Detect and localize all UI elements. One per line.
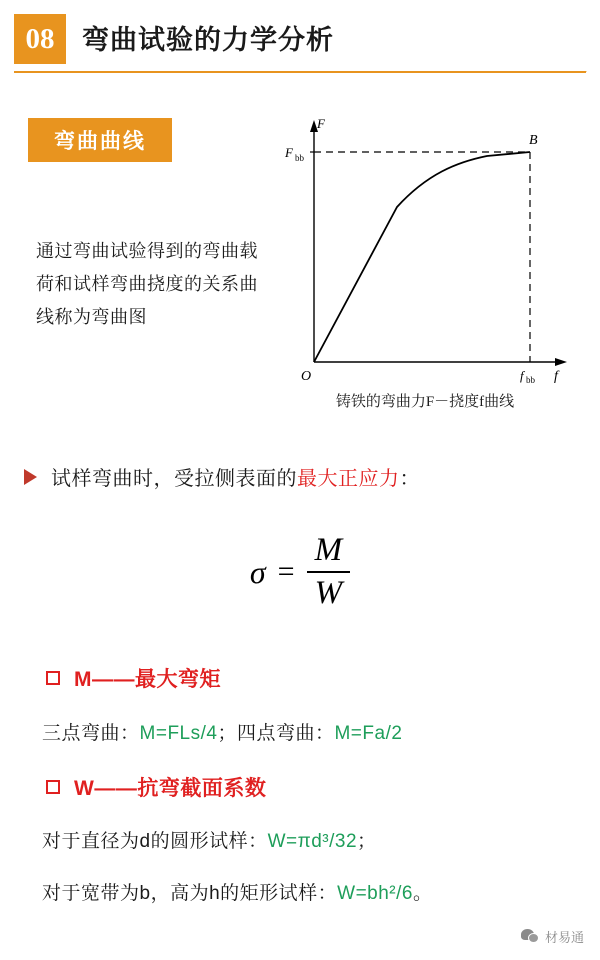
formula-symbol: σ [249, 553, 266, 590]
bending-curve-chart-icon [277, 112, 573, 387]
section-number-badge: 08 [14, 14, 66, 64]
header-divider [14, 71, 586, 73]
footer-account-name: 材易通 [544, 930, 584, 945]
subsection-m-heading [46, 663, 221, 693]
figure-caption: 铸铁的弯曲力F－挠度f曲线 [335, 394, 515, 410]
svg-text:F: F [285, 145, 293, 160]
m-body-prefix: 三点弯曲： [42, 723, 140, 744]
m-body-middle: ；四点弯曲： [217, 723, 335, 744]
w-value-circular: W=πd³/32 [267, 831, 358, 852]
formula-numerator: M [314, 532, 343, 568]
subsection-w-line-2 [42, 878, 433, 905]
wechat-icon [521, 929, 539, 944]
main-bullet-text [51, 462, 420, 491]
subsection-m-body [42, 718, 402, 745]
m-value-three-point: M=FLs/4 [139, 723, 218, 744]
formula-fraction [307, 530, 351, 614]
main-bullet-row [24, 462, 584, 491]
bullet-prefix: 试样弯曲时，受拉侧表面的 [51, 468, 297, 490]
section-tag: 弯曲曲线 [28, 118, 172, 162]
triangle-bullet-icon [24, 469, 37, 485]
svg-text:f: f [554, 369, 558, 384]
w-line1-prefix: 对于直径为d的圆形试样： [42, 831, 268, 852]
formula-denominator: W [314, 575, 343, 611]
bullet-suffix: ： [399, 468, 420, 490]
svg-text:bb: bb [295, 153, 304, 163]
subsection-m-title: M——最大弯矩 [74, 668, 221, 691]
page-header [0, 14, 600, 72]
m-value-four-point: M=Fa/2 [334, 723, 403, 744]
svg-text:f: f [520, 368, 524, 383]
formula-equals: = [277, 555, 295, 588]
w-line1-suffix: ； [357, 831, 377, 852]
w-line2-prefix: 对于宽带为b，高为h的矩形试样： [42, 883, 338, 904]
footer-watermark [521, 927, 584, 946]
subsection-w-title: W——抗弯截面系数 [74, 777, 267, 800]
square-bullet-icon [46, 671, 60, 685]
w-line2-suffix: 。 [412, 883, 433, 904]
intro-paragraph: 通过弯曲试验得到的弯曲载荷和试样弯曲挠度的关系曲线称为弯曲图 [36, 241, 258, 327]
subsection-w-heading [46, 772, 266, 802]
bullet-highlight: 最大正应力 [297, 468, 400, 490]
page-title: 弯曲试验的力学分析 [82, 25, 334, 55]
square-bullet-icon [46, 780, 60, 794]
svg-text:bb: bb [526, 375, 535, 385]
svg-text:O: O [301, 369, 312, 384]
svg-text:B: B [529, 133, 538, 148]
header-divider-tail [569, 71, 587, 73]
figure-bending-curve [277, 112, 573, 424]
svg-text:F: F [317, 116, 325, 131]
subsection-w-line-1 [42, 826, 377, 853]
w-value-rectangular: W=bh²/6 [337, 883, 413, 904]
stress-formula [0, 530, 600, 614]
